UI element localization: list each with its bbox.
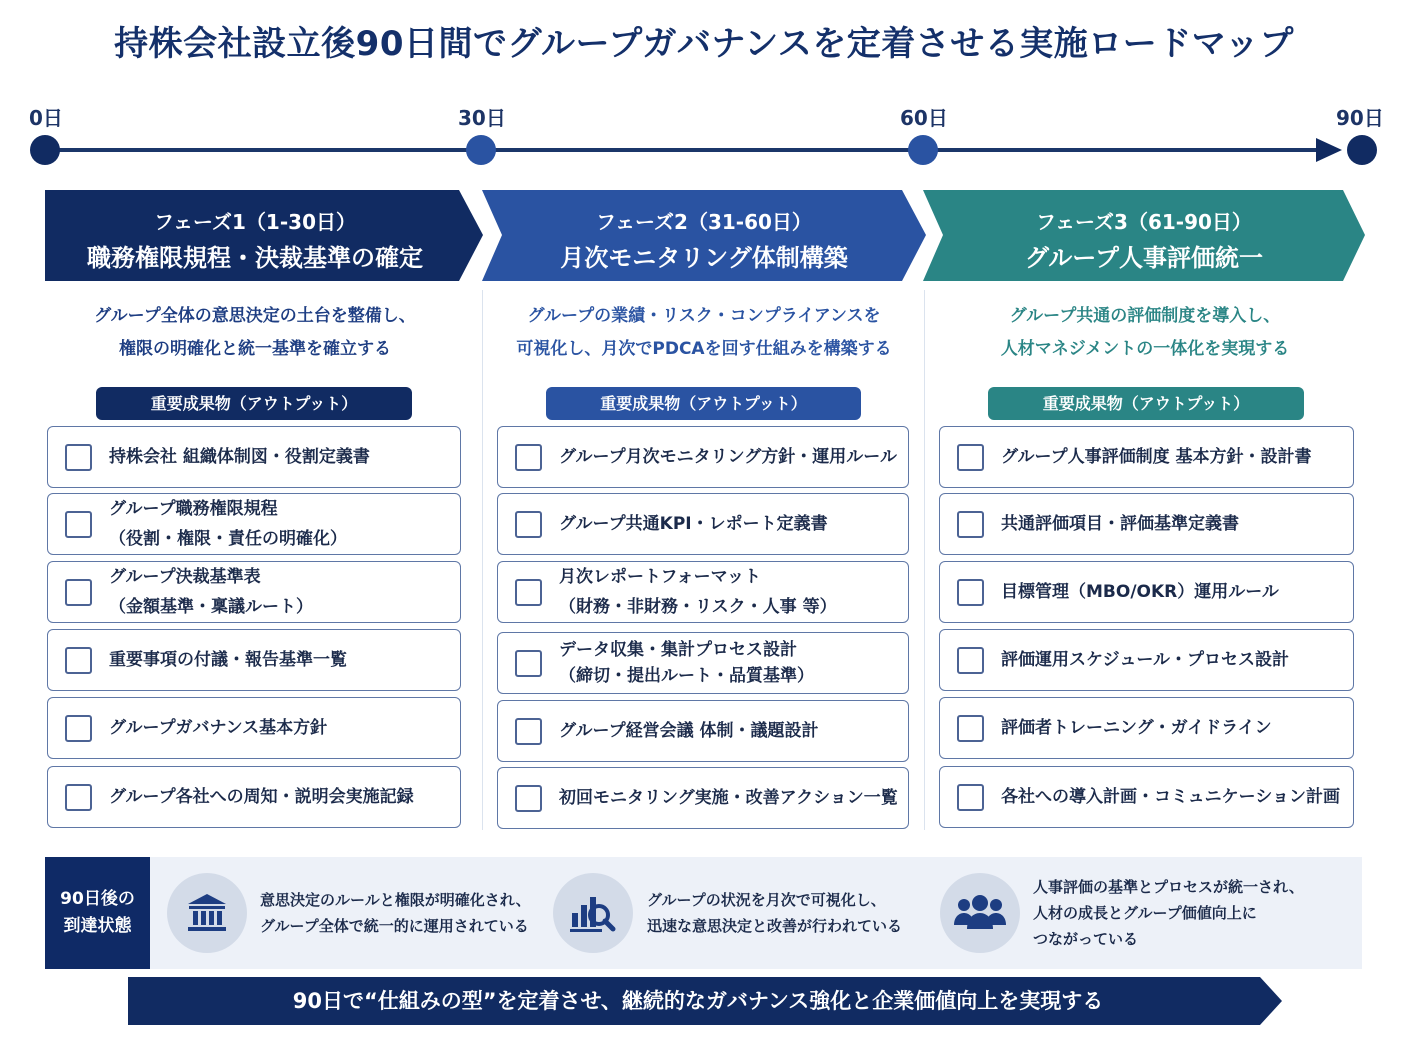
reach-statement-3: 人事評価の基準とプロセスが統一され、 人材の成長とグループ価値向上に つながっている [1033, 878, 1304, 948]
phase2-deliverable-item[interactable] [497, 767, 909, 829]
phase2-deliverable-item[interactable] [497, 426, 909, 488]
timeline-marker-day60 [908, 135, 938, 165]
institution-icon [167, 873, 247, 953]
phase3-deliverable-item[interactable] [939, 766, 1354, 828]
page-title: 持株会社設立後90日間でグループガバナンスを定着させる実施ロードマップ [114, 24, 1294, 64]
phase1-deliverable-item[interactable] [47, 426, 461, 488]
column-divider [924, 290, 925, 830]
deliverable-text: グループ決裁基準表 （金額基準・稟議ルート） [109, 567, 313, 617]
deliverable-text: グループ職務権限規程 （役割・権限・責任の明確化） [109, 499, 347, 549]
people-icon [940, 873, 1020, 953]
phase3-header [923, 190, 1365, 281]
phase1-deliverable-item[interactable] [47, 629, 461, 691]
deliverable-text: データ収集・集計プロセス設計 （締切・提出ルート・品質基準） [559, 640, 814, 686]
deliverable-text: グループガバナンス基本方針 [109, 718, 328, 738]
checkbox[interactable] [65, 579, 92, 606]
timeline-line [45, 148, 1335, 152]
phase1-desc-line1: グループ全体の意思決定の土台を整備し、 [94, 306, 416, 326]
phase2-deliverable-item[interactable] [497, 632, 909, 694]
deliverable-text: グループ経営会議 体制・議題設計 [559, 721, 819, 741]
reach-statement-1: 意思決定のルールと権限が明確化され、 グループ全体で統一的に運用されている [260, 891, 531, 935]
phase2-title: 月次モニタリング体制構築 [560, 244, 848, 272]
phase2-description [490, 300, 918, 366]
phase1-desc-line2: 権限の明確化と統一基準を確立する [119, 339, 391, 359]
phase3-output-label: 重要成果物（アウトプット） [988, 387, 1304, 420]
deliverable-text: 持株会社 組織体制図・役割定義書 [109, 447, 370, 467]
deliverable-text: 目標管理（MBO/OKR）運用ルール [1001, 582, 1279, 602]
phase1-header [45, 190, 483, 281]
checkbox[interactable] [65, 647, 92, 674]
phase3-title: グループ人事評価統一 [1024, 244, 1264, 272]
checkbox[interactable] [515, 444, 542, 471]
deliverable-text: グループ共通KPI・レポート定義書 [559, 514, 828, 534]
timeline-label-day0: 0日 [29, 106, 63, 130]
phase2-period: フェーズ2（31-60日） [596, 210, 812, 234]
deliverable-text: 評価者トレーニング・ガイドライン [1001, 718, 1272, 738]
phase2-output-label: 重要成果物（アウトプット） [546, 387, 861, 420]
phase2-deliverable-item[interactable] [497, 561, 909, 623]
checkbox[interactable] [515, 579, 542, 606]
phase2-header [482, 190, 926, 281]
timeline-arrowhead [1316, 138, 1342, 162]
checkbox[interactable] [515, 650, 542, 677]
checkbox[interactable] [515, 718, 542, 745]
phase1-deliverable-item[interactable] [47, 766, 461, 828]
phase3-deliverable-item[interactable] [939, 493, 1354, 555]
column-divider [482, 290, 483, 830]
checkbox[interactable] [65, 444, 92, 471]
phase1-description [45, 300, 465, 366]
phase1-deliverable-item[interactable] [47, 697, 461, 759]
phase3-deliverable-item[interactable] [939, 697, 1354, 759]
phase3-period: フェーズ3（61-90日） [1036, 210, 1252, 234]
timeline-marker-day30 [466, 135, 496, 165]
deliverable-text: 各社への導入計画・コミュニケーション計画 [1001, 787, 1340, 807]
phase3-deliverable-item[interactable] [939, 629, 1354, 691]
phase1-title: 職務権限規程・決裁基準の確定 [87, 244, 423, 272]
deliverable-text: 評価運用スケジュール・プロセス設計 [1001, 650, 1289, 670]
phase2-desc-line2: 可視化し、月次でPDCAを回す仕組みを構築する [516, 339, 892, 359]
deliverable-text: グループ人事評価制度 基本方針・設計書 [1001, 447, 1312, 467]
deliverable-text: 重要事項の付議・報告基準一覧 [109, 650, 347, 670]
bottom-banner-message: 90日で“仕組みの型”を定着させ、継続的なガバナンス強化と企業価値向上を実現する [292, 989, 1104, 1013]
phase1-period: フェーズ1（1-30日） [154, 210, 356, 234]
chart-magnifier-icon [553, 873, 633, 953]
phase1-output-label: 重要成果物（アウトプット） [96, 387, 412, 420]
phase1-deliverable-item[interactable] [47, 561, 461, 623]
phase2-deliverable-item[interactable] [497, 493, 909, 555]
phase3-deliverable-item[interactable] [939, 561, 1354, 623]
phase2-deliverable-item[interactable] [497, 700, 909, 762]
reach-state-label: 90日後の 到達状態 [45, 857, 150, 969]
checkbox[interactable] [65, 511, 92, 538]
phase1-deliverable-item[interactable] [47, 493, 461, 555]
timeline-label-day30: 30日 [458, 106, 506, 130]
checkbox[interactable] [957, 647, 984, 674]
checkbox[interactable] [957, 511, 984, 538]
checkbox[interactable] [515, 785, 542, 812]
checkbox[interactable] [957, 579, 984, 606]
phase3-desc-line2: 人材マネジメントの一体化を実現する [1000, 339, 1290, 359]
reach-statement-2: グループの状況を月次で可視化し、 迅速な意思決定と改善が行われている [647, 891, 903, 935]
checkbox[interactable] [65, 784, 92, 811]
checkbox[interactable] [65, 715, 92, 742]
timeline-marker-day0 [30, 135, 60, 165]
deliverable-text: グループ月次モニタリング方針・運用ルール [559, 447, 897, 467]
deliverable-text: 月次レポートフォーマット （財務・非財務・リスク・人事 等） [559, 567, 837, 617]
timeline-label-day60: 60日 [900, 106, 948, 130]
deliverable-text: 初回モニタリング実施・改善アクション一覧 [559, 788, 898, 808]
deliverable-text: グループ各社への周知・説明会実施記録 [109, 787, 414, 807]
phase2-desc-line1: グループの業績・リスク・コンプライアンスを [527, 306, 881, 326]
phase3-desc-line1: グループ共通の評価制度を導入し、 [1009, 306, 1281, 326]
checkbox[interactable] [957, 715, 984, 742]
checkbox[interactable] [515, 511, 542, 538]
deliverable-text: 共通評価項目・評価基準定義書 [1001, 514, 1239, 534]
phase3-deliverable-item[interactable] [939, 426, 1354, 488]
timeline-marker-day90 [1347, 135, 1377, 165]
timeline-label-day90: 90日 [1336, 106, 1384, 130]
checkbox[interactable] [957, 784, 984, 811]
checkbox[interactable] [957, 444, 984, 471]
phase3-description [935, 300, 1355, 366]
